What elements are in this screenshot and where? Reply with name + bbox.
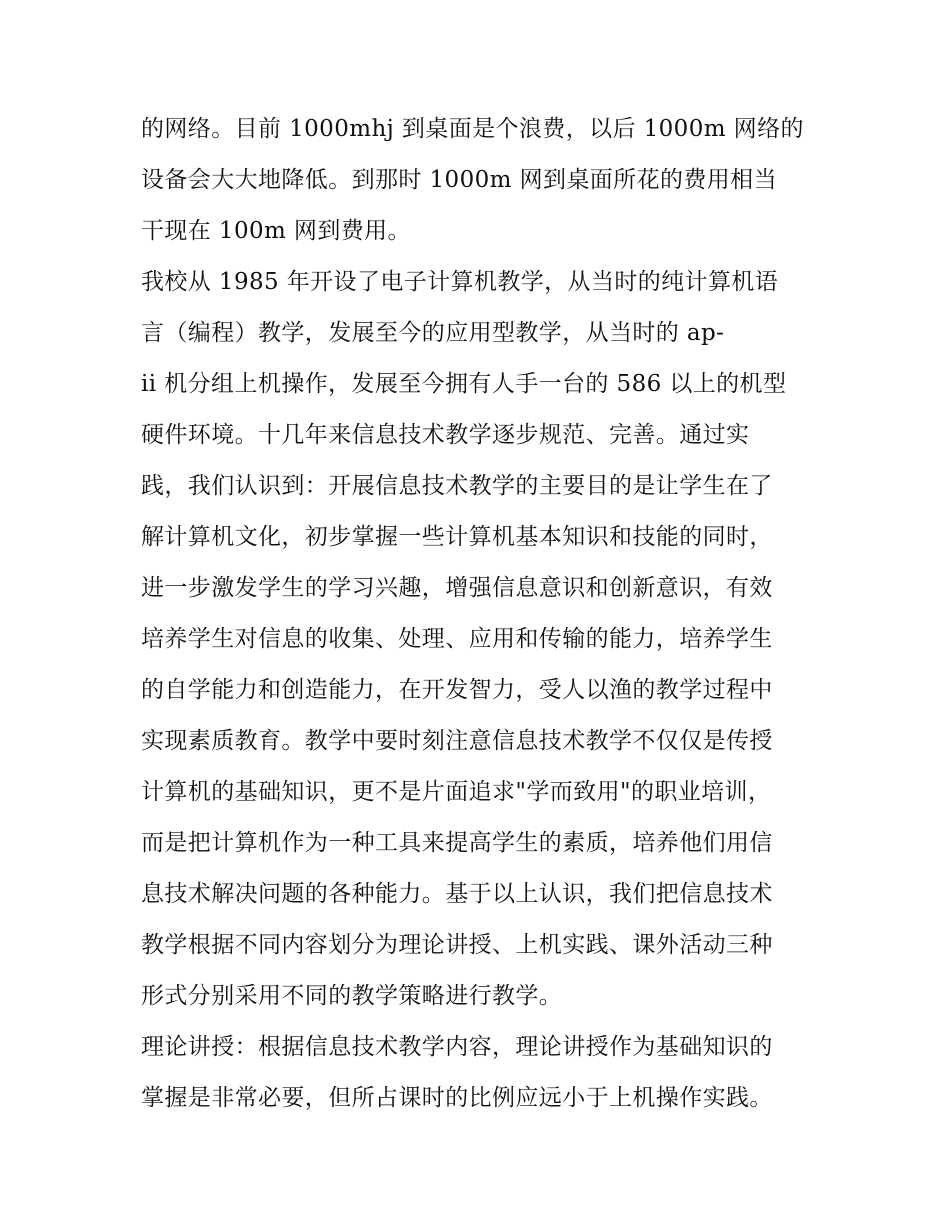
text-line: 而是把计算机作为一种工具来提高学生的素质，培养他们用信 (141, 830, 773, 856)
text-line: 践，我们认识到：开展信息技术教学的主要目的是让学生在了 (141, 473, 773, 499)
text-line: 教学根据不同内容划分为理论讲授、上机实践、课外活动三种 (141, 932, 773, 958)
text-line: 的自学能力和创造能力，在开发智力，受人以渔的教学过程中 (141, 677, 773, 703)
text-line: 计算机的基础知识，更不是片面追求"学而致用"的职业培训， (141, 779, 772, 805)
text-line: 息技术解决问题的各种能力。基于以上认识，我们把信息技术 (141, 881, 773, 907)
text-line: 掌握是非常必要，但所占课时的比例应远小于上机操作实践。 (141, 1085, 773, 1111)
text-line: 解计算机文化，初步掌握一些计算机基本知识和技能的同时， (141, 524, 773, 550)
text-line: 理论讲授：根据信息技术教学内容，理论讲授作为基础知识的 (141, 1034, 773, 1060)
text-line: 培养学生对信息的收集、处理、应用和传输的能力，培养学生 (141, 626, 773, 652)
text-line: 我校从 1985 年开设了电子计算机教学，从当时的纯计算机语 (141, 269, 779, 295)
body-text (141, 104, 821, 1124)
text-line: ii 机分组上机操作，发展至今拥有人手一台的 586 以上的机型 (141, 371, 787, 397)
text-line: 硬件环境。十几年来信息技术教学逐步规范、完善。通过实 (141, 422, 750, 448)
text-line: 形式分别采用不同的教学策略进行教学。 (141, 983, 563, 1009)
text-line: 言（编程）教学，发展至今的应用型教学，从当时的 ap- (141, 320, 725, 346)
text-line: 设备会大大地降低。到那时 1000m 网到桌面所花的费用相当 (141, 167, 777, 193)
text-line: 的网络。目前 1000mhj 到桌面是个浪费，以后 1000m 网络的 (141, 116, 804, 142)
text-line: 进一步激发学生的学习兴趣，增强信息意识和创新意识，有效 (141, 575, 773, 601)
text-line: 实现素质教育。教学中要时刻注意信息技术教学不仅仅是传授 (141, 728, 773, 754)
text-line: 干现在 100m 网到费用。 (141, 218, 411, 244)
